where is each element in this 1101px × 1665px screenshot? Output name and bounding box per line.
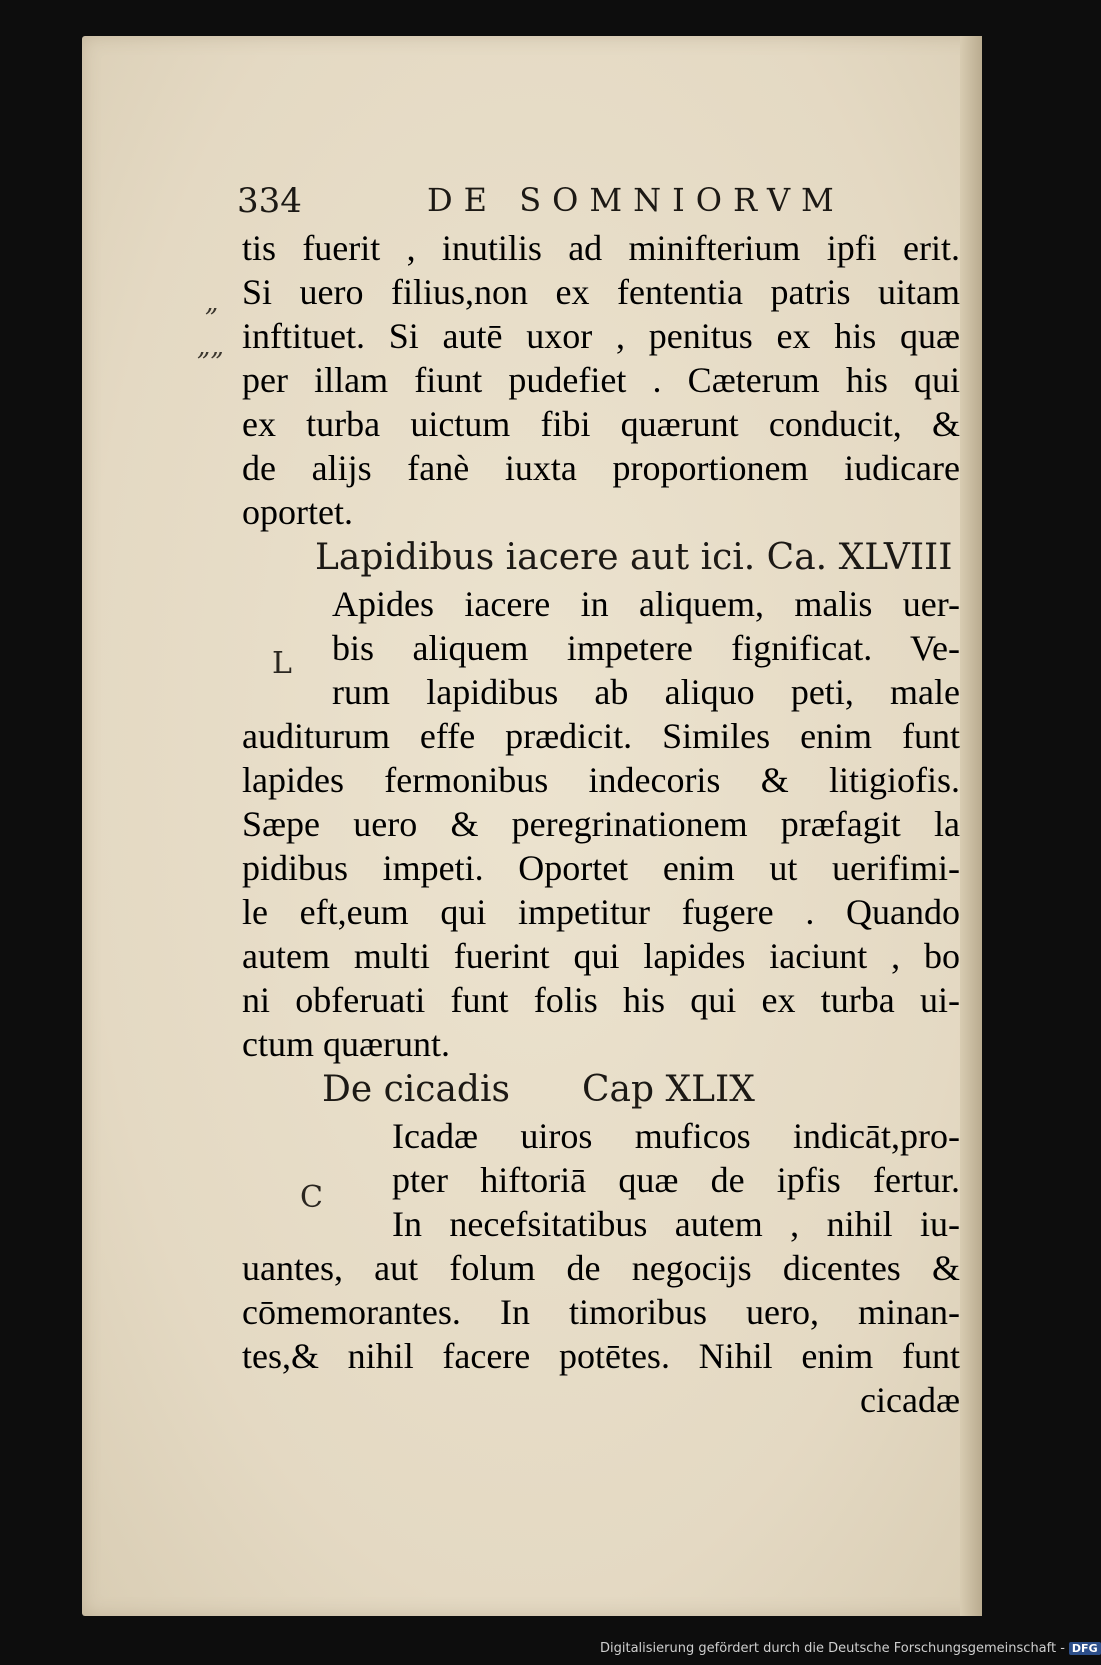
- dfg-logo: DFG: [1069, 1642, 1101, 1655]
- text-line: cōmemorantes. In timoribus uero, minan-: [242, 1292, 960, 1332]
- chapter-heading-number: Cap XLIX: [582, 1069, 755, 1110]
- text-line: ex turba uictum fibi quærunt conducit, &: [242, 404, 960, 444]
- text-line: ni obferuati funt folis his qui ex turba ui-: [242, 980, 960, 1020]
- text-line: Apides iacere in aliquem, malis uer-: [332, 584, 960, 624]
- text-line: Icadæ uiros muficos indicāt,pro-: [392, 1116, 960, 1156]
- running-title: DE SOMNIORVM: [427, 181, 845, 219]
- credit-text: Digitalisierung gefördert durch die Deutsche Forschungsgemeinschaft -: [600, 1641, 1065, 1656]
- text-line: oportet.: [242, 492, 353, 532]
- text-line: In necefsitatibus autem , nihil iu-: [392, 1204, 960, 1244]
- chapter-heading-title: De cicadis: [322, 1069, 510, 1110]
- text-line: Si uero filius,non ex fententia patris uitam: [242, 272, 960, 312]
- text-line: tis fuerit , inutilis ad minifterium ipfi erit.: [242, 228, 960, 268]
- catchword: cicadæ: [860, 1380, 960, 1420]
- text-line: tes,& nihil facere potētes. Nihil enim funt: [242, 1336, 960, 1376]
- digitization-credit: [600, 1641, 1101, 1656]
- chapter-heading: Lapidibus iacere aut ici. Ca. XLVIII: [315, 537, 953, 578]
- text-line: auditurum effe prædicit. Similes enim funt: [242, 716, 960, 756]
- text-line: ctum quærunt.: [242, 1024, 450, 1064]
- drop-capital: C: [300, 1180, 323, 1215]
- book-page: [82, 36, 982, 1616]
- text-line: bis aliquem impetere fignificat. Ve-: [332, 628, 960, 668]
- text-line: lapides fermonibus indecoris & litigiofis.: [242, 760, 960, 800]
- drop-capital: L: [272, 646, 292, 681]
- margin-quote-mark: „„: [197, 332, 224, 362]
- text-line: Sæpe uero & peregrinationem præfagit la: [242, 804, 960, 844]
- text-line: pter hiftoriā quæ de ipfis fertur.: [392, 1160, 960, 1200]
- page-number: 334: [237, 181, 302, 221]
- margin-quote-mark: „: [205, 288, 219, 318]
- text-line: autem multi fuerint qui lapides iaciunt , bo: [242, 936, 960, 976]
- text-line: per illam fiunt pudefiet . Cæterum his qui: [242, 360, 960, 400]
- text-line: le eft,eum qui impetitur fugere . Quando: [242, 892, 960, 932]
- text-line: uantes, aut folum de negocijs dicentes &: [242, 1248, 960, 1288]
- page-edge: [960, 36, 982, 1616]
- text-line: pidibus impeti. Oportet enim ut uerifimi-: [242, 848, 960, 888]
- text-line: inftituet. Si autē uxor , penitus ex his quæ: [242, 316, 960, 356]
- text-line: de alijs fanè iuxta proportionem iudicare: [242, 448, 960, 488]
- text-line: rum lapidibus ab aliquo peti, male: [332, 672, 960, 712]
